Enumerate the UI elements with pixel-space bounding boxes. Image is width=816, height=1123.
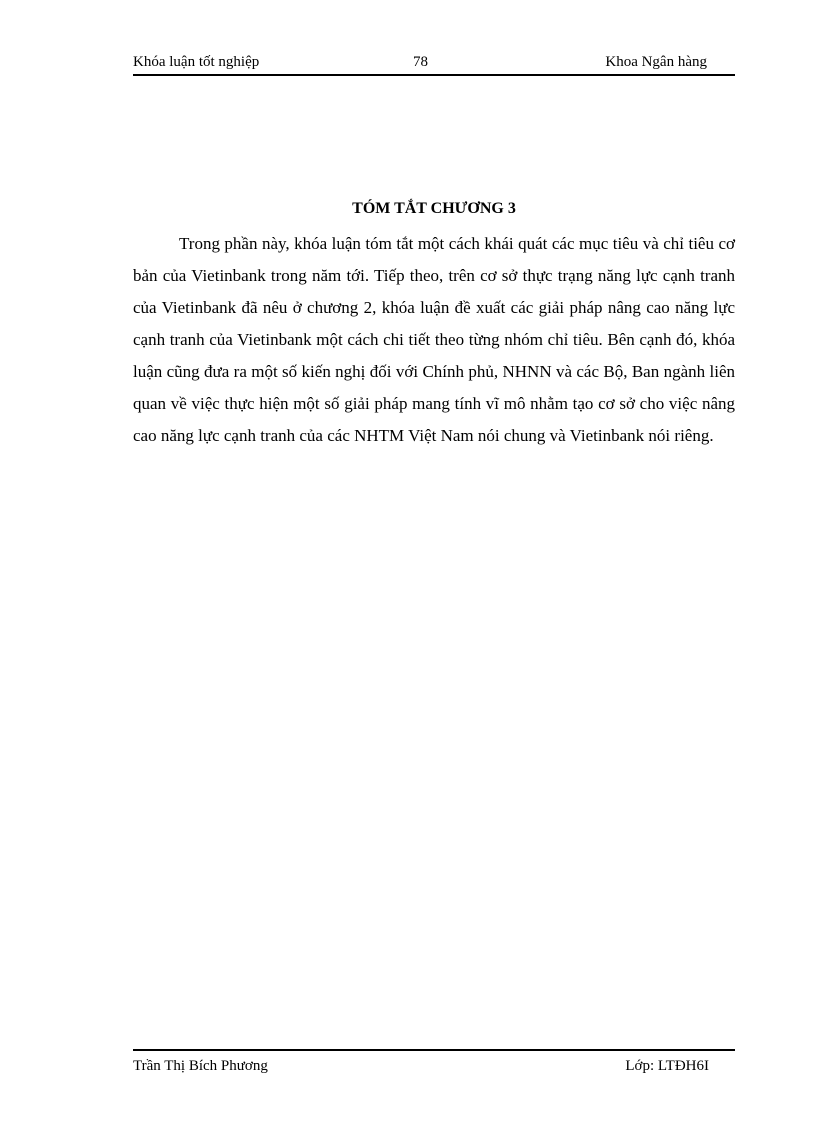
page-header [133,52,735,76]
footer-class: Lớp: LTĐH6I [625,1058,709,1074]
section-title: TÓM TẮT CHƯƠNG 3 [352,200,516,217]
page-number: 78 [413,54,428,70]
footer-author: Trần Thị Bích Phương [133,1058,268,1074]
header-faculty-label: Khoa Ngân hàng [605,54,707,70]
page-footer [133,1049,735,1074]
header-thesis-label: Khóa luận tốt nghiệp [133,54,260,70]
section-paragraph: Trong phần này, khóa luận tóm tắt một cách khái quát các mục tiêu và chỉ tiêu cơ bản của Vietinbank trong năm tới. Tiếp theo, trên cơ sở thực trạng năng lực cạnh tranh của Vietinbank đã nêu ở chương 2, khóa luận đề xuất các giải pháp nâng cao năng lực cạnh tranh của Vietinbank một cách chi tiết theo từng nhóm chỉ tiêu. Bên cạnh đó, khóa luận cũng đưa ra một số kiến nghị đối với Chính phủ, NHNN và các Bộ, Ban ngành liên quan về việc thực hiện một số giải pháp mang tính vĩ mô nhằm tạo cơ sở cho việc nâng cao năng lực cạnh tranh của các NHTM Việt Nam nói chung và Vietinbank nói riêng. [133,234,735,445]
